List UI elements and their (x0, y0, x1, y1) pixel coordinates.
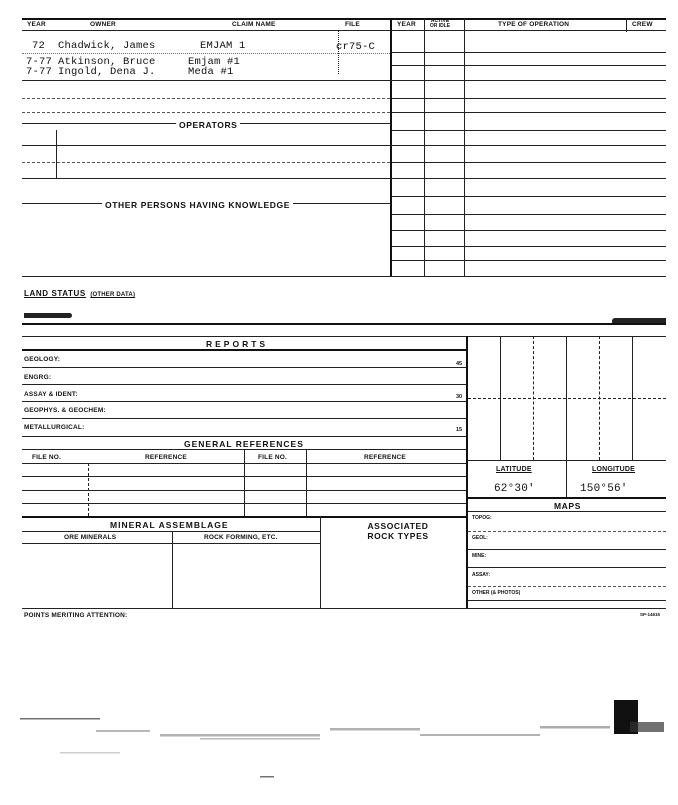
owner-row-2-claim: Emjam #1 (188, 56, 241, 68)
header-type-of-operation: TYPE OF OPERATION (498, 21, 570, 28)
maps-other-label: OTHER (& PHOTOS) (472, 590, 521, 596)
owner-row-3-claim: Meda #1 (188, 66, 234, 78)
report-engrg-label: ENGRG: (24, 374, 52, 381)
general-ref-line-3 (22, 503, 466, 504)
land-status-bottom (22, 323, 666, 325)
right-row-line-5 (392, 130, 666, 131)
grid-h-1 (468, 398, 666, 399)
report-line-3 (22, 401, 466, 402)
reports-heading: REPORTS (206, 339, 269, 349)
owner-row-2-year: 7-77 (26, 56, 53, 68)
maps-heading: MAPS (554, 501, 581, 511)
crew-divider (626, 18, 627, 32)
land-status-mark-left (24, 313, 72, 318)
owner-row-line-6 (22, 112, 390, 113)
mineral-rule (22, 531, 320, 532)
center-divider (390, 18, 392, 276)
land-status-heading (24, 283, 135, 301)
report-assay-label: ASSAY & IDENT: (24, 391, 78, 398)
land-status-title: LAND STATUS (24, 289, 86, 298)
general-ref-line-2 (22, 490, 466, 491)
right-row-line-4 (392, 112, 666, 113)
header-year-2: YEAR (397, 21, 416, 28)
report-line-1 (22, 367, 466, 368)
report-number-45: 45 (456, 361, 463, 367)
maps-assay-label: ASSAY: (472, 572, 491, 578)
maps-geol-line (468, 549, 666, 550)
maps-geol-label: GEOL: (472, 535, 488, 541)
right-row-line-7 (392, 196, 666, 197)
grid-h-2 (468, 460, 666, 461)
associated-rock-types-heading: ASSOCIATED ROCK TYPES (367, 521, 429, 541)
form-number: SP-14615 (640, 612, 661, 617)
owner-row-line-4 (22, 80, 666, 81)
mineral-header-line (22, 543, 320, 544)
report-geophys-label: GEOPHYS. & GEOCHEM: (24, 407, 106, 414)
report-number-15: 15 (456, 427, 463, 433)
report-metallurgical-label: METALLURGICAL: (24, 424, 85, 431)
rock-forming-label: ROCK FORMING, ETC. (204, 534, 278, 541)
right-row-line-10 (392, 246, 666, 247)
header-year: YEAR (27, 21, 46, 28)
general-references-heading: GENERAL REFERENCES (184, 439, 304, 449)
latitude-label: LATITUDE (496, 466, 532, 473)
right-row-line-6 (392, 162, 666, 163)
operators-heading: OPERATORS (176, 120, 240, 130)
reports-top (22, 336, 666, 337)
header-active-idle: ACTIVE OR IDLE (429, 18, 451, 29)
land-status-subtitle: (OTHER DATA) (90, 292, 136, 298)
mineral-bottom (22, 608, 666, 609)
report-geology-label: GEOLOGY: (24, 356, 61, 363)
latitude-value: 62°30' (494, 483, 535, 495)
scan-noise (0, 690, 678, 800)
maps-assay-line (468, 586, 666, 587)
maps-topog-line (468, 531, 666, 532)
right-row-line-8 (392, 214, 666, 215)
maps-topog-label: TOPOG: (472, 515, 492, 521)
owner-row-1-line (22, 53, 390, 54)
owner-row-1-owner: Chadwick, James (58, 40, 156, 52)
top-border (22, 18, 666, 20)
mineral-top (22, 516, 466, 518)
coord-divider (566, 460, 567, 497)
maps-mine-label: MINE: (472, 553, 487, 559)
header-claim-name: CLAIM NAME (232, 21, 276, 28)
maps-rule (468, 511, 666, 512)
mineral-divider-ore (172, 531, 173, 608)
report-line-4 (22, 418, 466, 419)
general-ref-line-1 (22, 476, 466, 477)
points-meriting-attention-label: POINTS MERITING ATTENTION: (24, 612, 128, 619)
other-persons-bottom (22, 276, 666, 277)
owner-row-line-5 (22, 98, 390, 99)
mineral-divider-main (320, 516, 321, 608)
owner-row-1-year: 72 (32, 40, 46, 52)
general-ref-top (22, 436, 466, 437)
mineral-assemblage-heading: MINERAL ASSEMBLAGE (110, 520, 229, 530)
general-ref-divider-2 (244, 449, 245, 516)
longitude-value: 150°56' (580, 483, 628, 495)
longitude-label: LONGITUDE (592, 466, 636, 473)
general-ref-divider-3 (306, 449, 307, 516)
owner-row-1-file: cr75-C (336, 41, 376, 53)
report-number-30: 30 (456, 394, 463, 400)
general-ref-reference-2: REFERENCE (364, 454, 406, 461)
header-rule (22, 30, 666, 31)
maps-top (468, 497, 666, 499)
year-divider (424, 18, 425, 276)
owner-row-2-owner: Atkinson, Bruce (58, 56, 156, 68)
maps-other-line (468, 600, 666, 601)
operators-line-1 (22, 145, 666, 146)
maps-mine-line (468, 567, 666, 568)
right-row-line-9 (392, 230, 666, 231)
right-row-line-2 (392, 65, 666, 66)
right-row-line-11 (392, 260, 666, 261)
other-persons-heading: OTHER PERSONS HAVING KNOWLEDGE (102, 200, 293, 210)
right-row-line-3 (392, 98, 666, 99)
operators-line-3 (22, 178, 666, 179)
header-file: FILE (345, 21, 360, 28)
right-row-line-1 (392, 52, 666, 53)
general-ref-file-no-2: FILE NO. (258, 454, 288, 461)
operators-line-2 (22, 162, 390, 163)
header-owner: OWNER (90, 21, 116, 28)
operators-divider (56, 130, 57, 178)
general-ref-reference-1: REFERENCE (145, 454, 187, 461)
owner-row-1-claim: EMJAM 1 (200, 40, 246, 52)
header-crew: CREW (632, 21, 653, 28)
ore-minerals-label: ORE MINERALS (64, 534, 117, 541)
owner-row-3-owner: Ingold, Dena J. (58, 66, 156, 78)
active-divider (464, 18, 465, 276)
general-ref-file-no-1: FILE NO. (32, 454, 62, 461)
report-line-2 (22, 384, 466, 385)
reports-header-rule (22, 349, 466, 351)
owner-row-3-year: 7-77 (26, 66, 53, 78)
